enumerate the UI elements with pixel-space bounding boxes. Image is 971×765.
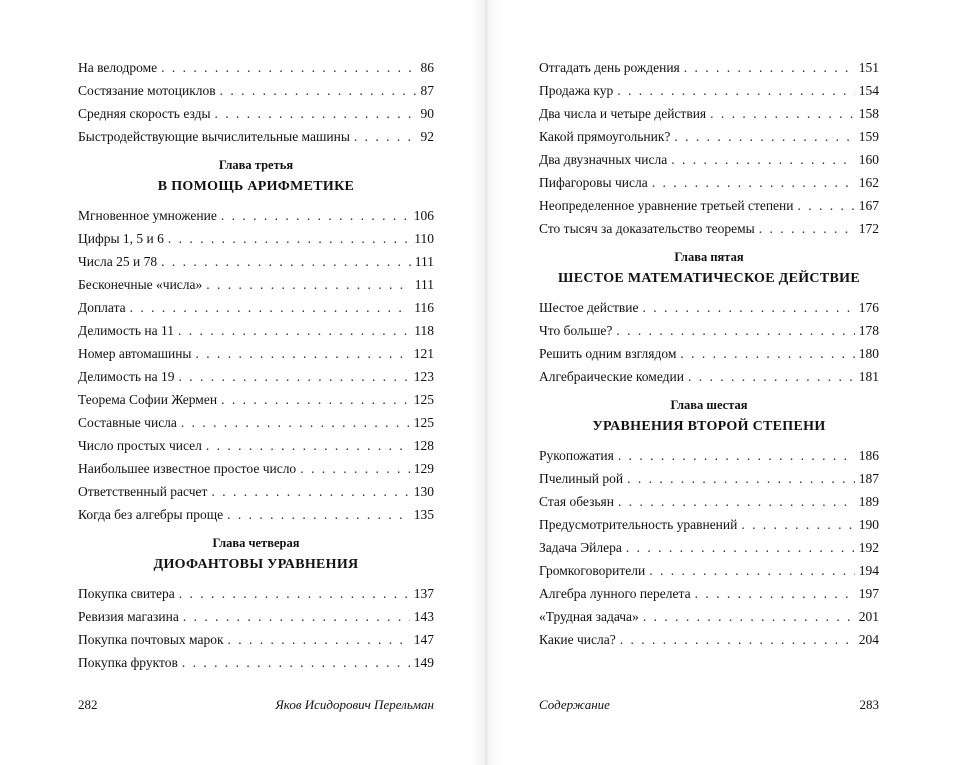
toc-entry-title: Число простых чисел	[78, 438, 202, 453]
toc-entry	[539, 444, 879, 467]
toc-entry-page: 180	[858, 346, 879, 361]
toc-entry-page: 149	[413, 655, 434, 670]
toc-entry-page: 186	[858, 448, 879, 463]
dot-leader	[300, 457, 410, 480]
dot-leader	[206, 434, 410, 457]
dot-leader	[652, 171, 855, 194]
toc-list	[539, 56, 879, 651]
toc-entry-page: 106	[413, 208, 434, 223]
dot-leader	[206, 273, 410, 296]
toc-entry-title: Стая обезьян	[539, 494, 614, 509]
toc-entry-title: Неопределенное уравнение третьей степени	[539, 198, 794, 213]
toc-entry-title: Решить одним взглядом	[539, 346, 677, 361]
toc-entry	[78, 204, 434, 227]
dot-leader	[228, 628, 410, 651]
toc-entry-title: Делимость на 11	[78, 323, 174, 338]
toc-entry	[539, 605, 879, 628]
toc-entry	[539, 148, 879, 171]
toc-entry-page: 167	[858, 198, 879, 213]
toc-entry	[78, 434, 434, 457]
chapter-heading	[78, 526, 434, 582]
dot-leader	[196, 342, 410, 365]
toc-entry-title: Составные числа	[78, 415, 177, 430]
chapter-heading	[539, 240, 879, 296]
dot-leader	[649, 559, 855, 582]
toc-entry-title: Алгебра лунного перелета	[539, 586, 691, 601]
toc-entry	[78, 365, 434, 388]
toc-entry-page: 151	[858, 60, 879, 75]
dot-leader	[674, 125, 854, 148]
toc-entry-page: 135	[413, 507, 434, 522]
toc-entry-title: На велодроме	[78, 60, 158, 75]
toc-entry-title: Числа 25 и 78	[78, 254, 158, 269]
dot-leader	[221, 388, 410, 411]
toc-entry-title: Ревизия магазина	[78, 609, 179, 624]
toc-entry	[78, 457, 434, 480]
dot-leader	[161, 250, 411, 273]
toc-entry-title: Задача Эйлера	[539, 540, 622, 555]
toc-entry-page: 130	[413, 484, 434, 499]
dot-leader	[643, 296, 855, 319]
toc-entry-page: 116	[414, 300, 434, 315]
toc-entry	[78, 342, 434, 365]
toc-entry-title: Наибольшее известное простое число	[78, 461, 297, 476]
toc-entry	[539, 536, 879, 559]
dot-leader	[627, 467, 855, 490]
toc-entry-title: Громкоговорители	[539, 563, 646, 578]
dot-leader	[616, 319, 854, 342]
toc-entry	[78, 227, 434, 250]
dot-leader	[354, 125, 417, 148]
dot-leader	[161, 56, 416, 79]
toc-entry-title: Средняя скорость езды	[78, 106, 211, 121]
toc-entry-title: Покупка свитера	[78, 586, 175, 601]
toc-entry-page: 92	[420, 129, 434, 144]
toc-entry-page: 147	[413, 632, 434, 647]
dot-leader	[741, 513, 854, 536]
page-number: 283	[859, 697, 879, 712]
toc-entry-page: 172	[858, 221, 879, 236]
toc-entry	[539, 513, 879, 536]
toc-entry-page: 123	[413, 369, 434, 384]
dot-leader	[618, 444, 855, 467]
right-page	[485, 0, 971, 765]
toc-entry	[78, 503, 434, 526]
toc-entry-page: 160	[858, 152, 879, 167]
toc-entry-title: Какие числа?	[539, 632, 616, 647]
toc-entry-page: 137	[413, 586, 434, 601]
toc-entry-page: 197	[858, 586, 879, 601]
toc-entry-page: 118	[414, 323, 434, 338]
toc-entry	[78, 605, 434, 628]
toc-entry	[539, 467, 879, 490]
toc-entry-page: 111	[414, 254, 434, 269]
toc-entry-title: Состязание мотоциклов	[78, 83, 216, 98]
toc-entry-title: Продажа кур	[539, 83, 614, 98]
toc-entry-title: Теорема Софии Жермен	[78, 392, 218, 407]
toc-entry	[539, 102, 879, 125]
dot-leader	[617, 79, 854, 102]
toc-entry-title: Что больше?	[539, 323, 613, 338]
toc-entry-page: 121	[413, 346, 434, 361]
chapter-heading	[539, 388, 879, 444]
toc-entry-title: Цифры 1, 5 и 6	[78, 231, 164, 246]
toc-entry	[539, 217, 879, 240]
toc-entry-page: 204	[858, 632, 879, 647]
toc-entry-title: Рукопожатия	[539, 448, 614, 463]
dot-leader	[798, 194, 855, 217]
toc-entry-page: 162	[858, 175, 879, 190]
toc-entry-title: Сто тысяч за доказательство теоремы	[539, 221, 755, 236]
toc-entry	[539, 171, 879, 194]
toc-entry-page: 194	[858, 563, 879, 578]
dot-leader	[618, 490, 855, 513]
toc-entry	[539, 490, 879, 513]
toc-entry	[539, 342, 879, 365]
dot-leader	[227, 503, 410, 526]
toc-entry-page: 159	[858, 129, 879, 144]
toc-entry-page: 90	[420, 106, 434, 121]
toc-entry-title: Отгадать день рождения	[539, 60, 680, 75]
toc-entry-title: Делимость на 19	[78, 369, 175, 384]
toc-entry	[539, 559, 879, 582]
toc-entry	[78, 296, 434, 319]
toc-entry-page: 181	[858, 369, 879, 384]
dot-leader	[215, 102, 417, 125]
dot-leader	[710, 102, 855, 125]
toc-entry	[78, 480, 434, 503]
toc-entry	[78, 628, 434, 651]
toc-entry	[78, 319, 434, 342]
toc-entry-page: 158	[858, 106, 879, 121]
dot-leader	[179, 582, 410, 605]
dot-leader	[643, 605, 855, 628]
toc-entry-title: Пчелиный рой	[539, 471, 624, 486]
dot-leader	[182, 651, 410, 674]
page-number: 282	[78, 697, 98, 712]
toc-entry	[539, 194, 879, 217]
toc-entry	[78, 79, 434, 102]
dot-leader	[183, 605, 410, 628]
toc-entry-page: 143	[413, 609, 434, 624]
dot-leader	[671, 148, 854, 171]
left-page	[0, 0, 485, 765]
dot-leader	[181, 411, 410, 434]
dot-leader	[168, 227, 410, 250]
toc-entry	[539, 628, 879, 651]
toc-entry-title: Быстродействующие вычислительные машины	[78, 129, 350, 144]
toc-entry	[539, 56, 879, 79]
toc-entry	[539, 79, 879, 102]
dot-leader	[680, 342, 854, 365]
dot-leader	[178, 365, 409, 388]
dot-leader	[620, 628, 855, 651]
dot-leader	[221, 204, 410, 227]
toc-entry	[539, 125, 879, 148]
toc-entry	[78, 250, 434, 273]
toc-entry	[78, 388, 434, 411]
toc-entry-title: Бесконечные «числа»	[78, 277, 203, 292]
toc-entry-title: Мгновенное умножение	[78, 208, 217, 223]
chapter-label: Глава четверая	[212, 536, 300, 550]
dot-leader	[695, 582, 855, 605]
chapter-title: В ПОМОЩЬ АРИФМЕТИКЕ	[157, 179, 355, 194]
toc-entry	[78, 582, 434, 605]
toc-entry-page: 187	[858, 471, 879, 486]
chapter-title: ДИОФАНТОВЫ УРАВНЕНИЯ	[153, 557, 359, 572]
toc-entry-page: 125	[413, 415, 434, 430]
dot-leader	[684, 56, 855, 79]
toc-entry	[78, 56, 434, 79]
toc-entry-page: 129	[413, 461, 434, 476]
toc-entry-page: 154	[858, 83, 879, 98]
toc-entry-page: 87	[420, 83, 434, 98]
toc-entry	[78, 125, 434, 148]
toc-entry-title: Два двузначных числа	[539, 152, 668, 167]
toc-entry	[78, 411, 434, 434]
toc-entry-page: 128	[413, 438, 434, 453]
toc-entry-title: Доплата	[78, 300, 126, 315]
running-head: Яков Исидорович Перельман	[275, 697, 434, 712]
toc-entry-title: Два числа и четыре действия	[539, 106, 707, 121]
toc-entry	[539, 365, 879, 388]
toc-entry	[539, 582, 879, 605]
running-head: Содержание	[539, 697, 610, 712]
chapter-label: Глава пятая	[674, 250, 744, 264]
toc-entry-page: 178	[858, 323, 879, 338]
chapter-label: Глава шестая	[670, 398, 748, 412]
toc-entry	[539, 319, 879, 342]
chapter-title: УРАВНЕНИЯ ВТОРОЙ СТЕПЕНИ	[592, 419, 826, 434]
toc-entry-title: Шестое действие	[539, 300, 639, 315]
dot-leader	[759, 217, 855, 240]
dot-leader	[130, 296, 411, 319]
toc-entry-title: «Трудная задача»	[539, 609, 639, 624]
toc-entry-title: Покупка почтовых марок	[78, 632, 224, 647]
dot-leader	[211, 480, 409, 503]
chapter-heading	[78, 148, 434, 204]
toc-entry	[78, 651, 434, 674]
toc-entry-title: Алгебраические комедии	[539, 369, 684, 384]
toc-entry-title: Ответственный расчет	[78, 484, 208, 499]
toc-entry-page: 201	[858, 609, 879, 624]
toc-entry-page: 189	[858, 494, 879, 509]
toc-entry	[78, 102, 434, 125]
toc-entry-title: Покупка фруктов	[78, 655, 178, 670]
dot-leader	[178, 319, 410, 342]
toc-entry-title: Пифагоровы числа	[539, 175, 648, 190]
toc-entry-title: Предусмотрительность уравнений	[539, 517, 738, 532]
toc-entry	[78, 273, 434, 296]
chapter-label: Глава третья	[218, 158, 294, 172]
dot-leader	[220, 79, 417, 102]
toc-entry-page: 190	[858, 517, 879, 532]
chapter-title: ШЕСТОЕ МАТЕМАТИЧЕСКОЕ ДЕЙСТВИЕ	[558, 271, 860, 286]
toc-entry-page: 111	[414, 277, 434, 292]
dot-leader	[688, 365, 855, 388]
toc-entry-page: 86	[420, 60, 434, 75]
toc-entry-page: 176	[858, 300, 879, 315]
toc-entry-title: Какой прямоугольник?	[539, 129, 671, 144]
toc-entry	[539, 296, 879, 319]
toc-entry-title: Номер автомашины	[78, 346, 192, 361]
toc-entry-page: 125	[413, 392, 434, 407]
toc-entry-page: 192	[858, 540, 879, 555]
toc-entry-title: Когда без алгебры проще	[78, 507, 224, 522]
dot-leader	[626, 536, 855, 559]
toc-list	[78, 56, 434, 674]
toc-entry-page: 110	[414, 231, 434, 246]
